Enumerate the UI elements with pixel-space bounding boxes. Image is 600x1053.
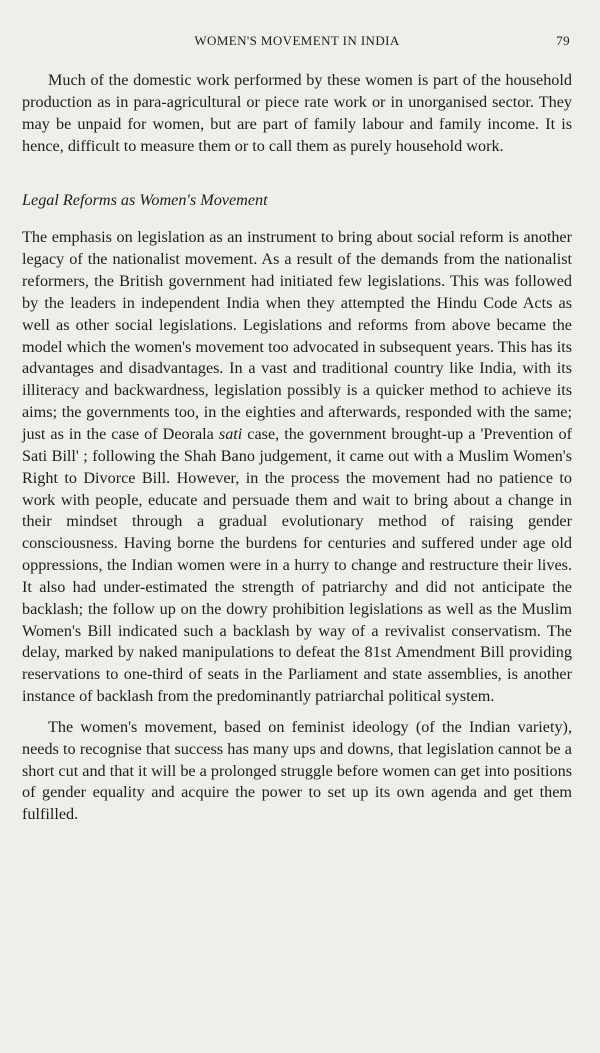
section-heading: Legal Reforms as Women's Movement xyxy=(22,191,268,210)
paragraph-legal-reforms xyxy=(22,227,572,708)
paragraph-legal-reforms-part-1: The emphasis on legislation as an instrument to bring about social reform is another legacy of the nationalist movement. As a result of the demands from the nationalist reformers, the British government had initiated few legislations. This was followed by the leaders in independent India when they attempted the Hindu Code Acts as well as other social legislations. Legislations and reforms from above became the model which the women's movement too advocated in subsequent years. This has its advantages and disadvantages. In a vast and traditional country like India, with its illiteracy and backwardness, legislation possibly is a quicker method to achieve its aims; the governments too, in the eighties and afterwards, responded with the same; just as in the case of Deorala xyxy=(22,228,572,443)
paragraph-feminist-ideology: The women's movement, based on feminist ideology (of the Indian variety), needs to recognise that success has many ups and downs, that legislation cannot be a short cut and that it will be a prolonged struggle before women can get into positions of gender equality and acquire the power to set up its own agenda and get them fulfilled. xyxy=(22,717,572,824)
running-title: WOMEN'S MOVEMENT IN INDIA xyxy=(194,33,400,48)
paragraph-legal-reforms-part-2: case, the government brought-up a 'Prevention of Sati Bill' ; following the Shah Bano judgement, it came out with a Muslim Women's Right to Divorce Bill. However, in the process the movement had no patience to work with people, educate and persuade them and wait to bring about a change in their mindset through a gradual evolutionary method of raising gender consciousness. Having borne the burdens for centuries and suffered under age old oppressions, the Indian women were in a hurry to change and restructure their lives. It also had under-estimated the strength of patriarchy and did not anticipate the backlash; the follow up on the dowry prohibition legislations as well as the Muslim Women's Bill indicated such a backlash by way of a revivalist conservatism. The delay, marked by naked manipulations to defeat the 81st Amendment Bill providing reservations to one-third of seats in the Parliament and state assemblies, is another instance of backlash from the predominantly patriarchal political system. xyxy=(22,424,573,706)
paragraph-domestic-work: Much of the domestic work performed by these women is part of the household production as in para-agricultural or piece rate work or in unorganised sector. They may be unpaid for women, but are part of family labour and family income. It is hence, difficult to measure them or to call them as purely household work. xyxy=(22,71,572,155)
page-number: 79 xyxy=(556,33,570,48)
sati-term: sati xyxy=(218,424,243,443)
page-header xyxy=(22,0,572,48)
